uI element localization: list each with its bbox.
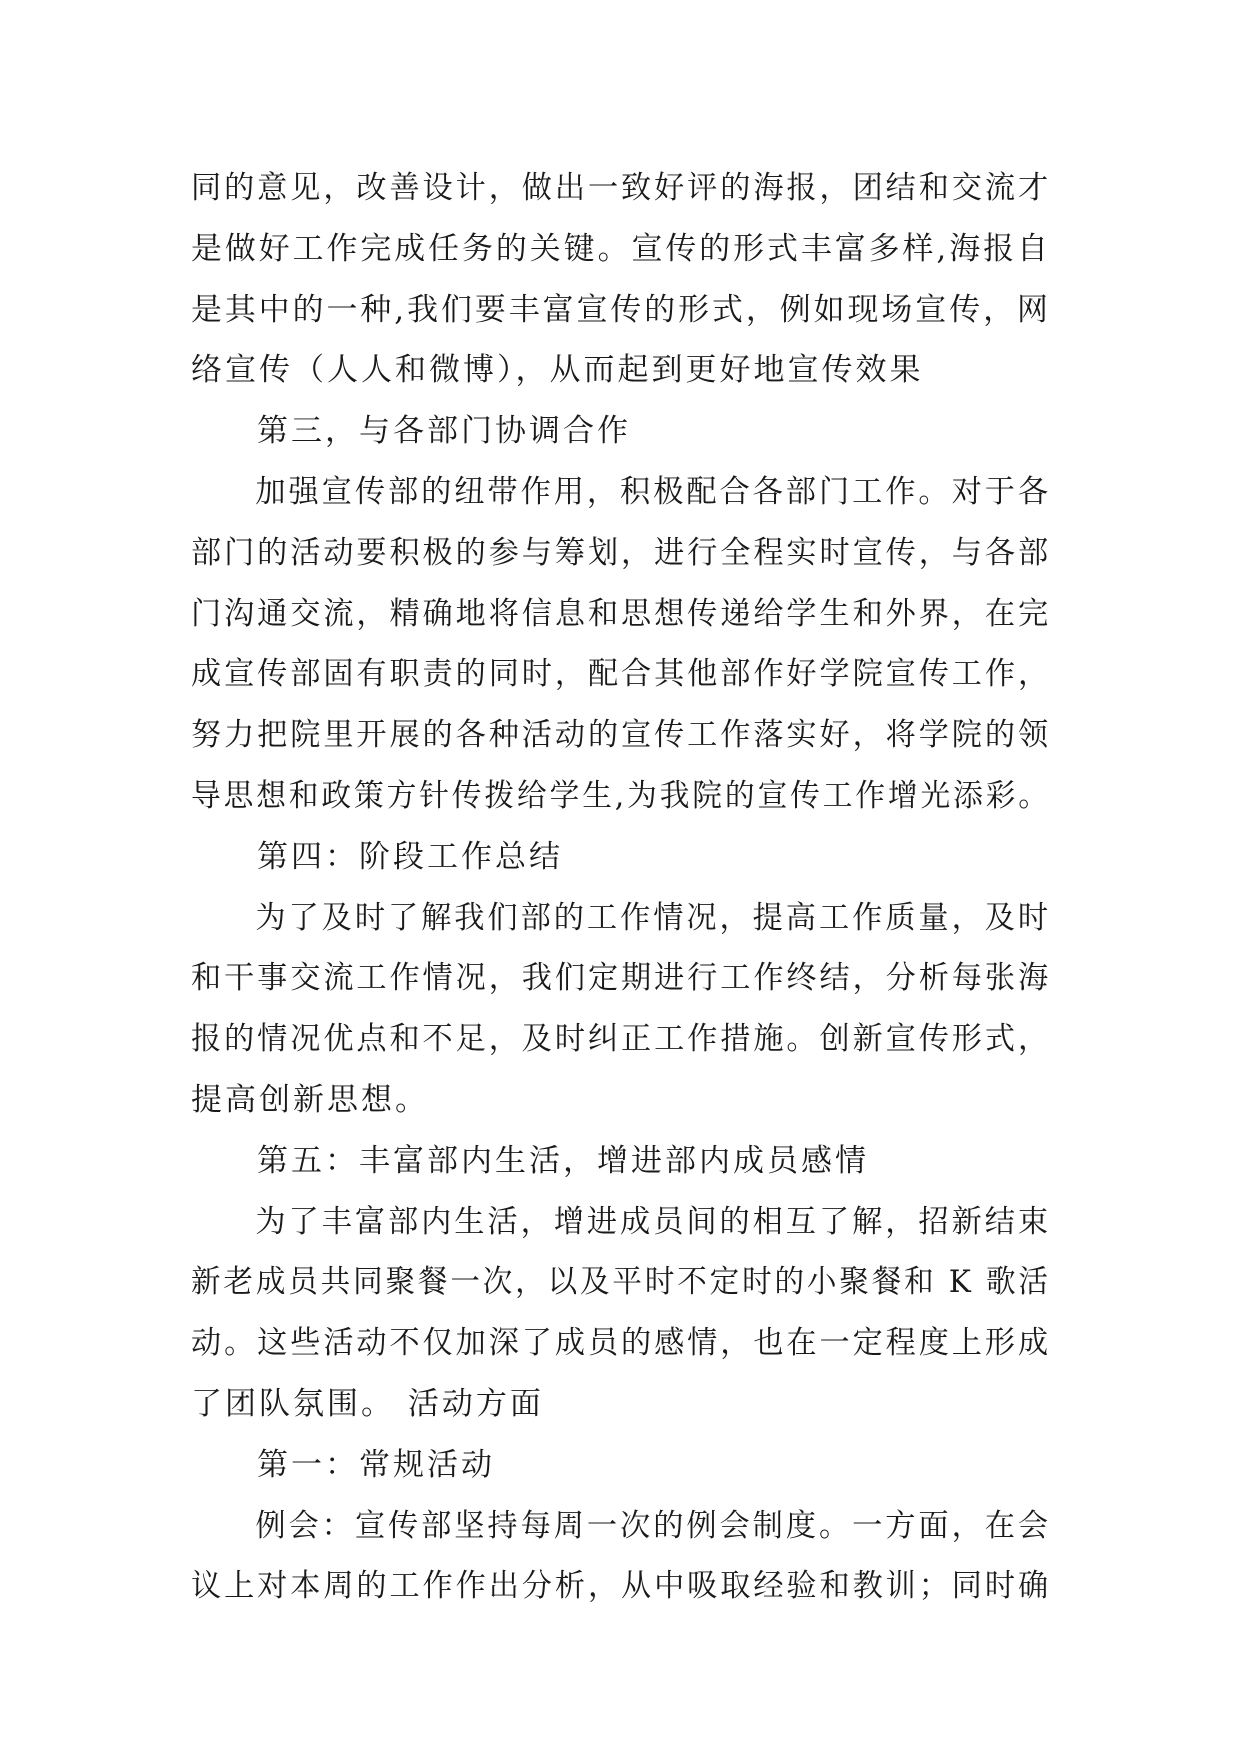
text-line: 议上对本周的工作作出分析，从中吸取经验和教训；同时确 — [191, 1568, 1052, 1605]
text-line: 为了及时了解我们部的工作情况，提高工作质量，及时 — [255, 899, 1052, 936]
text-line: 加强宣传部的纽带作用，积极配合各部门工作。对于各 — [255, 473, 1052, 510]
body-text — [191, 158, 1051, 1617]
text-line: 努力把院里开展的各种活动的宣传工作落实好，将学院的领 — [191, 717, 1052, 754]
text-line: 报的情况优点和不足，及时纠正工作措施。创新宣传形式， — [191, 1021, 1052, 1058]
text-line: 了团队氛围。 活动方面 — [191, 1385, 544, 1422]
text-line: 和干事交流工作情况，我们定期进行工作终结，分析每张海 — [191, 960, 1052, 997]
text-line: 成宣传部固有职责的同时，配合其他部作好学院宣传工作， — [191, 656, 1052, 693]
text-line: 例会：宣传部坚持每周一次的例会制度。一方面，在会 — [255, 1507, 1052, 1544]
text-line: 部门的活动要积极的参与筹划，进行全程实时宣传，与各部 — [191, 534, 1052, 571]
text-line: 络宣传（人人和微博），从而起到更好地宣传效果 — [191, 352, 924, 389]
text-line: 门沟通交流，精确地将信息和思想传递给学生和外界，在完 — [191, 595, 1052, 632]
text-line: 动。这些活动不仅加深了成员的感情，也在一定程度上形成 — [191, 1325, 1052, 1362]
section-heading: 第一：常规活动 — [257, 1446, 495, 1483]
text-line: 提高创新思想。 — [191, 1081, 429, 1118]
section-heading: 第三，与各部门协调合作 — [257, 413, 631, 450]
section-heading: 第四：阶段工作总结 — [257, 838, 563, 875]
section-heading: 第五：丰富部内生活，增进部内成员感情 — [257, 1142, 869, 1179]
text-line: 为了丰富部内生活，增进成员间的相互了解，招新结束 — [255, 1203, 1052, 1240]
text-line: 同的意见，改善设计，做出一致好评的海报，团结和交流才 — [191, 170, 1052, 206]
text-line: 是其中的一种,我们要丰富宣传的形式，例如现场宣传，网 — [191, 291, 1051, 328]
text-line: 导思想和政策方针传拨给学生,为我院的宣传工作增光添彩。 — [191, 777, 1051, 814]
text-line: 是做好工作完成任务的关键。宣传的形式丰富多样,海报自 — [191, 230, 1051, 267]
text-line: 新老成员共同聚餐一次，以及平时不定时的小聚餐和 K 歌活 — [191, 1264, 1051, 1301]
